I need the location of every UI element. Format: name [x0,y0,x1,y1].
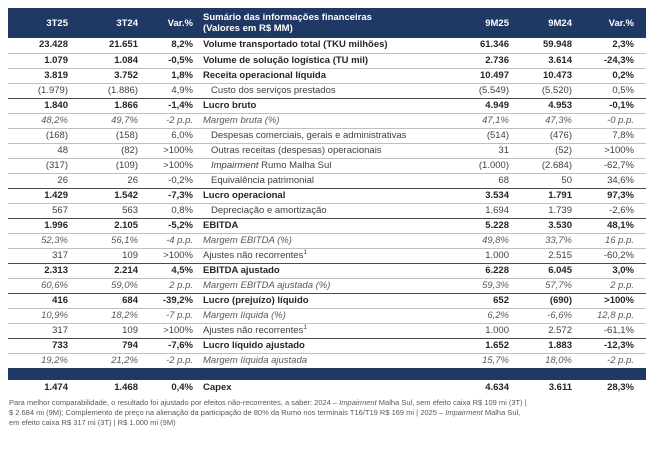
cell-9m25: 1.000 [420,248,515,263]
cell-3t24: 563 [80,203,150,218]
footnote-line: $ 2.684 mi (9M); Complemento de preço na alienação da participação de 80% da Rumo nos terminais T16/T19 R$ 169 mi | 2025 – Impairment Malha Sul, [9,407,521,417]
cell-var-m: -61,1% [578,323,646,338]
col-header-9m24: 9M24 [515,8,578,38]
cell-3t24: 109 [80,248,150,263]
cell-var-m: >100% [578,293,646,308]
table-row [8,203,646,218]
cell-9m24: 2.515 [515,248,578,263]
table-row [8,83,646,98]
col-header-var-q: Var.% [150,8,197,38]
row-label: Volume de solução logística (TU mil) [197,53,420,68]
cell-3t24: (158) [80,128,150,143]
table-row [8,263,646,278]
cell-3t25: 10,9% [8,308,80,323]
table-row [8,53,646,68]
cell-var-m: >100% [578,143,646,158]
cell-var-m: -12,3% [578,338,646,353]
table-row [8,128,646,143]
cell-9m25: 652 [420,293,515,308]
row-label: Lucro líquido ajustado [197,338,420,353]
cell-9m24: 10.473 [515,68,578,83]
row-label: Despesas comerciais, gerais e administrativas [197,128,420,143]
cell-var-m: -62,7% [578,158,646,173]
cell-var-m: -24,3% [578,53,646,68]
cell-9m24: 57,7% [515,278,578,293]
cell-9m25: 6.228 [420,263,515,278]
cell-9m25: 4.634 [485,381,509,393]
cell-9m25: 1.652 [420,338,515,353]
cell-3t24: 109 [80,323,150,338]
cell-var-q: -4 p.p. [150,233,197,248]
cell-3t25: 567 [8,203,80,218]
separator-band-cell [8,368,646,380]
cell-3t25: 48 [8,143,80,158]
cell-9m25: 5.228 [420,218,515,233]
cell-3t25: 48,2% [8,113,80,128]
cell-var-q: -7,3% [150,188,197,203]
row-label: Depreciação e amortização [197,203,420,218]
table-body [8,38,646,395]
cell-3t24: 2.214 [80,263,150,278]
table-row [8,380,646,395]
row-label: Capex [203,381,232,393]
row-label: Margem EBITDA ajustada (%) [197,278,420,293]
cell-3t24: 26 [80,173,150,188]
financial-summary-table [8,8,646,395]
row-label: Receita operacional líquida [197,68,420,83]
cell-3t25: 1.840 [8,98,80,113]
row-label: EBITDA [197,218,420,233]
cell-9m25: (514) [420,128,515,143]
cell-3t25: (168) [8,128,80,143]
cell-var-q: >100% [150,323,197,338]
table-row [8,233,646,248]
col-header-3t24: 3T24 [80,8,150,38]
cell-var-m: 34,6% [578,173,646,188]
cell-var-m: 2 p.p. [578,278,646,293]
table-row [8,188,646,203]
cell-var-q: 8,2% [150,38,197,53]
cell-var-m: -2,6% [578,203,646,218]
cell-var-q: 0,8% [150,203,197,218]
row-label: Outras receitas (despesas) operacionais [197,143,420,158]
cell-var-q: -0,2% [150,173,197,188]
cell-3t24: 21,2% [111,354,138,366]
cell-3t24: 1.084 [80,53,150,68]
table-row [8,218,646,233]
cell-3t24: (109) [80,158,150,173]
cell-var-m: 3,0% [578,263,646,278]
cell-3t25: 733 [8,338,80,353]
cell-3t24: 18,2% [80,308,150,323]
cell-var-q: -2 p.p. [166,354,193,366]
row-label: Ajustes não recorrentes$^1$ [197,248,420,263]
row-label: EBITDA ajustado [197,263,420,278]
cell-9m24: (476) [515,128,578,143]
cell-var-m: 16 p.p. [578,233,646,248]
cell-9m24: 1.883 [515,338,578,353]
cell-3t24: 1.542 [80,188,150,203]
cell-var-q: >100% [150,143,197,158]
table-row [8,68,646,83]
cell-var-m: 2,3% [578,38,646,53]
cell-3t25: 416 [8,293,80,308]
cell-var-m: 97,3% [578,188,646,203]
cell-9m25: 6,2% [420,308,515,323]
cell-3t25: 52,3% [8,233,80,248]
cell-3t24: 1.866 [80,98,150,113]
table-row [8,278,646,293]
cell-9m24: (5.520) [515,83,578,98]
cell-9m25: 68 [420,173,515,188]
table-title [197,8,420,38]
cell-var-q: >100% [150,158,197,173]
row-label: Lucro (prejuízo) líquido [197,293,420,308]
cell-var-q: -5,2% [150,218,197,233]
cell-var-q: -0,5% [150,53,197,68]
cell-3t25: 317 [8,248,80,263]
table-row [8,38,646,53]
cell-var-m: -0 p.p. [578,113,646,128]
cell-3t25: 23.428 [8,38,80,53]
cell-var-q: >100% [150,248,197,263]
table-title-line1: Sumário das informações financeiras [203,11,372,23]
cell-9m24: 4.953 [515,98,578,113]
cell-3t25: 1.474 [44,381,68,393]
cell-var-m: 28,3% [607,381,634,393]
cell-9m24: (2.684) [515,158,578,173]
cell-var-q: 0,4% [171,381,193,393]
cell-9m24: 1.791 [515,188,578,203]
cell-9m25: 49,8% [420,233,515,248]
cell-var-q: 1,8% [150,68,197,83]
cell-3t25: (317) [8,158,80,173]
cell-3t25: 2.313 [8,263,80,278]
table-row [8,98,646,113]
cell-9m24: 6.045 [515,263,578,278]
cell-var-q: 4,9% [150,83,197,98]
col-header-9m25: 9M25 [420,8,515,38]
cell-var-q: -7,6% [150,338,197,353]
row-label: Equivalência patrimonial [197,173,420,188]
cell-3t24: 59,0% [80,278,150,293]
row-label: Lucro operacional [197,188,420,203]
cell-var-m: 48,1% [578,218,646,233]
cell-3t24: (1.886) [80,83,150,98]
cell-3t25: 1.079 [8,53,80,68]
table-row [8,248,646,263]
cell-3t24: 2.105 [80,218,150,233]
cell-9m25: 1.694 [420,203,515,218]
cell-9m24: 3.530 [515,218,578,233]
cell-9m24: -6,6% [515,308,578,323]
cell-var-m: 7,8% [578,128,646,143]
table-row [8,113,646,128]
cell-3t24: 21.651 [80,38,150,53]
cell-9m25: (1.000) [420,158,515,173]
cell-3t24: (82) [80,143,150,158]
cell-var-q: 2 p.p. [150,278,197,293]
footnote [8,398,654,427]
cell-9m24: 47,3% [515,113,578,128]
row-label: Impairment Rumo Malha Sul [197,158,420,173]
cell-var-q: -7 p.p. [150,308,197,323]
cell-var-m: -60,2% [578,248,646,263]
cell-var-m: 0,2% [578,68,646,83]
cell-3t24: 1.468 [114,381,138,393]
cell-var-q: -2 p.p. [150,113,197,128]
col-header-var-m: Var.% [578,8,646,38]
cell-var-q: -39,2% [150,293,197,308]
table-row [8,143,646,158]
cell-3t25: 1.429 [8,188,80,203]
col-header-3t25: 3T25 [8,8,80,38]
cell-3t24: 49,7% [80,113,150,128]
table-row [8,293,646,308]
row-label: Margem líquida ajustada [203,354,308,366]
cell-9m24: 59.948 [515,38,578,53]
cell-9m24: 2.572 [515,323,578,338]
cell-var-q: -1,4% [150,98,197,113]
cell-var-q: 4,5% [150,263,197,278]
cell-var-m: -2 p.p. [607,354,634,366]
table-row [8,353,646,368]
cell-9m25: 47,1% [420,113,515,128]
table-row [8,308,646,323]
row-label: Margem líquida (%) [197,308,420,323]
cell-9m25: 3.534 [420,188,515,203]
cell-3t24: 794 [80,338,150,353]
cell-3t25: 3.819 [8,68,80,83]
cell-var-m: 12,8 p.p. [578,308,646,323]
table-title-line2: (Valores em R$ MM) [203,23,293,34]
separator-band [8,368,646,380]
cell-var-q: 6,0% [150,128,197,143]
cell-9m25: (5.549) [420,83,515,98]
cell-9m25: 10.497 [420,68,515,83]
cell-9m24: 50 [515,173,578,188]
row-label: Volume transportado total (TKU milhões) [197,38,420,53]
row-label: Ajustes não recorrentes$^1$ [197,323,420,338]
cell-3t24: 684 [80,293,150,308]
cell-9m24: 3.614 [515,53,578,68]
cell-var-m: -0,1% [578,98,646,113]
cell-3t25: 26 [8,173,80,188]
cell-3t24: 3.752 [80,68,150,83]
cell-9m25: 2.736 [420,53,515,68]
cell-3t25: 19,2% [41,354,68,366]
cell-9m25: 4.949 [420,98,515,113]
cell-3t25: (1.979) [8,83,80,98]
cell-9m24: (52) [515,143,578,158]
table-header-row [8,8,646,38]
table-row [8,158,646,173]
row-label: Custo dos serviços prestados [197,83,420,98]
footnote-line: em efeito caixa R$ 317 mi (3T) | R$ 1.000 mi (9M) [9,417,176,427]
cell-3t24: 56,1% [80,233,150,248]
cell-9m24: (690) [515,293,578,308]
footnote-line: Para melhor comparabilidade, o resultado foi ajustado por efeitos não-recorrentes, a saber: 2024 – Impairment Malha Sul, sem efeito caixa R$ 109 mi (3T) | [9,398,527,407]
cell-9m24: 1.739 [515,203,578,218]
row-label: Margem EBITDA (%) [197,233,420,248]
cell-9m25: 61.346 [420,38,515,53]
cell-3t25: 317 [8,323,80,338]
cell-9m24: 3.611 [548,381,572,393]
row-label: Lucro bruto [197,98,420,113]
row-label: Margem bruta (%) [197,113,420,128]
cell-9m25: 1.000 [420,323,515,338]
table-row [8,173,646,188]
table-row [8,323,646,338]
cell-3t25: 60,6% [8,278,80,293]
cell-var-m: 0,5% [578,83,646,98]
cell-9m24: 33,7% [515,233,578,248]
cell-9m25: 31 [420,143,515,158]
cell-9m25: 59,3% [420,278,515,293]
table-row [8,338,646,353]
cell-3t25: 1.996 [8,218,80,233]
cell-9m24: 18,0% [545,354,572,366]
cell-9m25: 15,7% [482,354,509,366]
